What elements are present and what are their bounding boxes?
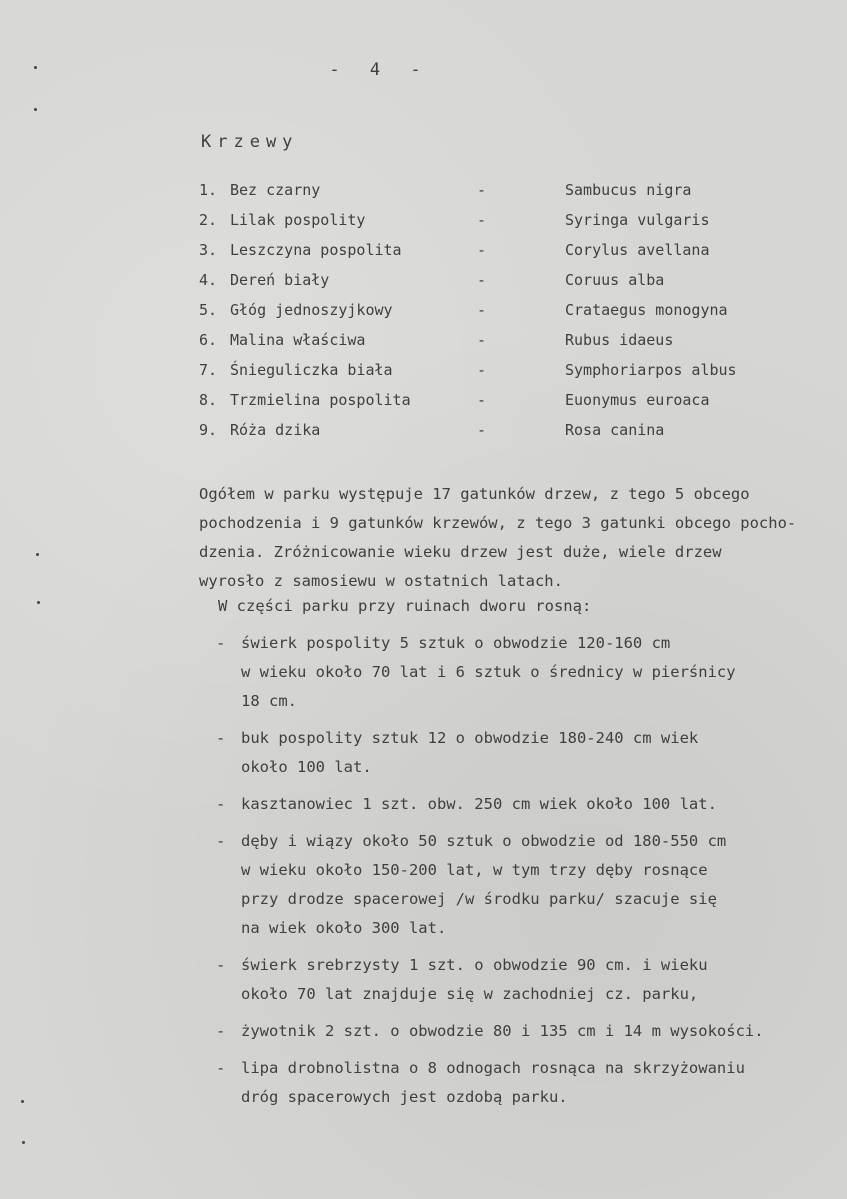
shrub-row — [199, 420, 799, 450]
entry-line: 18 cm. — [241, 692, 297, 710]
tree-entry — [216, 1054, 826, 1112]
entry-line: lipa drobnolistna o 8 odnogach rosnąca na skrzyżowaniu — [241, 1059, 745, 1077]
shrub-dash: - — [477, 181, 487, 199]
shrub-dash: - — [477, 331, 487, 349]
shrub-common-name: Róża dzika — [230, 421, 321, 439]
shrub-number: 8. — [199, 391, 218, 409]
shrub-latin-name: Euonymus euroaca — [565, 391, 710, 409]
shrub-row — [199, 390, 799, 420]
margin-dot — [36, 553, 39, 556]
shrub-dash: - — [477, 421, 487, 439]
entry-dash: - — [216, 956, 226, 974]
summary-paragraph — [199, 480, 847, 596]
section-heading: Krzewy — [201, 132, 299, 152]
shrub-row — [199, 210, 799, 240]
shrub-common-name: Lilak pospolity — [230, 211, 366, 229]
shrub-latin-name: Syringa vulgaris — [565, 211, 710, 229]
shrub-dash: - — [477, 211, 487, 229]
shrub-common-name: Malina właściwa — [230, 331, 366, 349]
shrub-row — [199, 360, 799, 390]
shrub-latin-name: Rubus idaeus — [565, 331, 674, 349]
shrub-latin-name: Symphoriarpos albus — [565, 361, 737, 379]
shrub-common-name: Bez czarny — [230, 181, 321, 199]
shrub-number: 5. — [199, 301, 218, 319]
tree-list — [216, 629, 826, 1112]
entry-dash: - — [216, 1059, 226, 1077]
shrub-list — [199, 180, 799, 450]
tree-entry — [216, 790, 826, 819]
shrub-dash: - — [477, 361, 487, 379]
shrub-number: 9. — [199, 421, 218, 439]
margin-dot — [22, 1141, 25, 1144]
entry-dash: - — [216, 832, 226, 850]
entry-line: około 100 lat. — [241, 758, 372, 776]
entry-line: przy drodze spacerowej /w środku parku/ szacuje się — [241, 890, 717, 908]
shrub-common-name: Leszczyna pospolita — [230, 241, 402, 259]
shrub-common-name: Dereń biały — [230, 271, 330, 289]
shrub-row — [199, 240, 799, 270]
tree-entry — [216, 951, 826, 1009]
paragraph-line: dzenia. Zróżnicowanie wieku drzew jest duże, wiele drzew — [199, 543, 722, 561]
shrub-dash: - — [477, 271, 487, 289]
entry-line: około 70 lat znajduje się w zachodniej cz. parku, — [241, 985, 699, 1003]
shrub-dash: - — [477, 391, 487, 409]
shrub-number: 6. — [199, 331, 218, 349]
page-number: - 4 - — [329, 60, 431, 80]
shrub-dash: - — [477, 301, 487, 319]
entry-line: dróg spacerowych jest ozdobą parku. — [241, 1088, 568, 1106]
entry-line: dęby i wiązy około 50 sztuk o obwodzie od 180-550 cm — [241, 832, 727, 850]
entry-line: żywotnik 2 szt. o obwodzie 80 i 135 cm i 14 m wysokości. — [241, 1022, 764, 1040]
margin-dot — [34, 108, 37, 111]
paragraph-line: wyrosło z samosiewu w ostatnich latach. — [199, 572, 563, 590]
entry-dash: - — [216, 729, 226, 747]
margin-dot — [37, 601, 40, 604]
shrub-dash: - — [477, 241, 487, 259]
tree-entry — [216, 724, 826, 782]
shrub-common-name: Trzmielina pospolita — [230, 391, 411, 409]
shrub-latin-name: Corylus avellana — [565, 241, 710, 259]
shrub-number: 1. — [199, 181, 218, 199]
paragraph-line: pochodzenia i 9 gatunków krzewów, z tego 3 gatunki obcego pocho- — [199, 514, 797, 532]
entry-line: w wieku około 70 lat i 6 sztuk o średnicy w pierśnicy — [241, 663, 736, 681]
shrub-latin-name: Crataegus monogyna — [565, 301, 728, 319]
paragraph-line: Ogółem w parku występuje 17 gatunków drzew, z tego 5 obcego — [199, 485, 750, 503]
tree-entry — [216, 1017, 826, 1046]
shrub-row — [199, 300, 799, 330]
shrub-row — [199, 270, 799, 300]
shrub-latin-name: Coruus alba — [565, 271, 665, 289]
entry-line: świerk srebrzysty 1 szt. o obwodzie 90 cm. i wieku — [241, 956, 708, 974]
entry-dash: - — [216, 1022, 226, 1040]
margin-dot — [21, 1100, 24, 1103]
shrub-number: 4. — [199, 271, 218, 289]
shrub-latin-name: Rosa canina — [565, 421, 665, 439]
entry-dash: - — [216, 634, 226, 652]
ruins-intro-line: W części parku przy ruinach dworu rosną: — [218, 597, 592, 615]
shrub-row — [199, 330, 799, 360]
entry-line: na wiek około 300 lat. — [241, 919, 447, 937]
shrub-number: 7. — [199, 361, 218, 379]
entry-line: w wieku około 150-200 lat, w tym trzy dęby rosnące — [241, 861, 708, 879]
shrub-common-name: Głóg jednoszyjkowy — [230, 301, 393, 319]
entry-line: buk pospolity sztuk 12 o obwodzie 180-240 cm wiek — [241, 729, 699, 747]
shrub-common-name: Śnieguliczka biała — [230, 361, 393, 379]
shrub-number: 3. — [199, 241, 218, 259]
entry-line: kasztanowiec 1 szt. obw. 250 cm wiek około 100 lat. — [241, 795, 717, 813]
entry-dash: - — [216, 795, 226, 813]
shrub-row — [199, 180, 799, 210]
shrub-number: 2. — [199, 211, 218, 229]
shrub-latin-name: Sambucus nigra — [565, 181, 692, 199]
entry-line: świerk pospolity 5 sztuk o obwodzie 120-160 cm — [241, 634, 671, 652]
tree-entry — [216, 827, 826, 943]
tree-entry — [216, 629, 826, 716]
